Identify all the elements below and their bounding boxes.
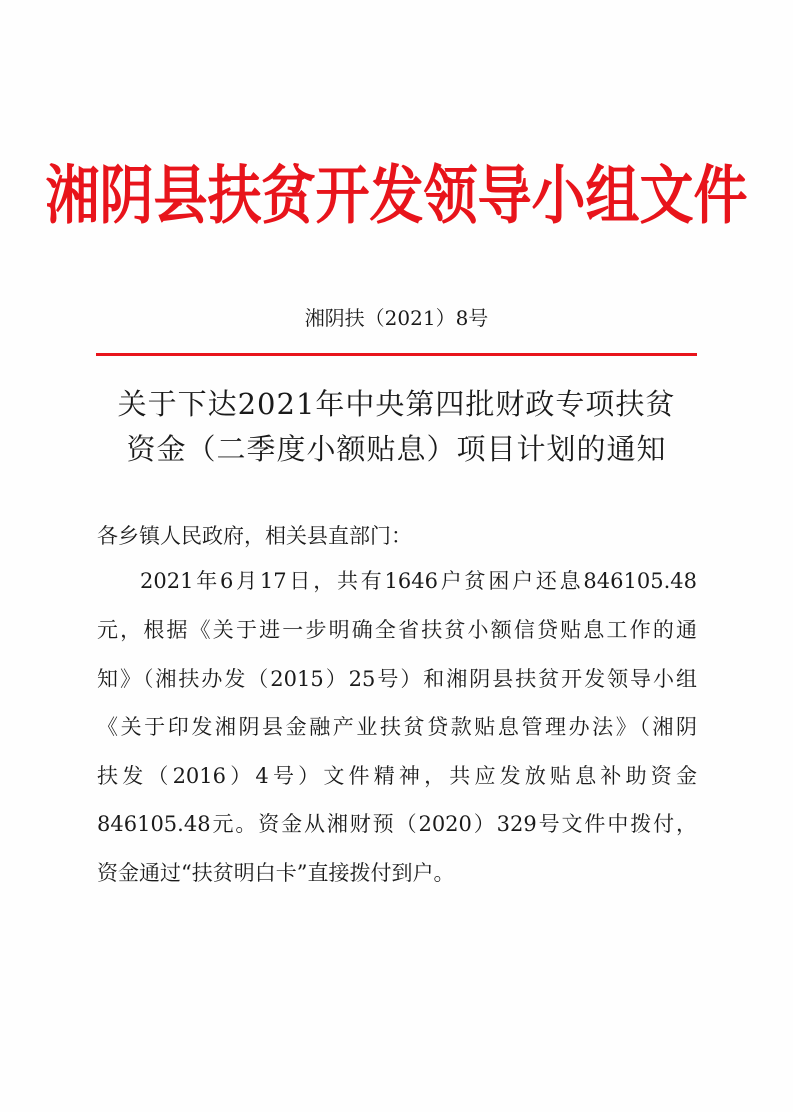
body-line-2: 元，根据《关于进一步明确全省扶贫小额信贷贴息工作的通 — [97, 618, 697, 642]
body-line-7: 资金通过“扶贫明白卡”直接拨付到户。 — [97, 861, 455, 885]
body-line-6: 846105.48元。资金从湘财预（2020）329号文件中拨付， — [97, 812, 697, 836]
salutation: 各乡镇人民政府，相关县直部门： — [97, 524, 412, 548]
red-divider-line — [96, 353, 697, 356]
body-line-5: 扶发（2016）4号）文件精神，共应发放贴息补助资金 — [97, 764, 697, 788]
notice-title-line-1: 关于下达2021年中央第四批财政专项扶贫 — [117, 387, 676, 421]
document-number: 湘阴扶（2021）8号 — [304, 306, 489, 330]
issuer-title: 湘阴县扶贫开发领导小组文件 — [45, 157, 748, 233]
notice-title-line-2: 资金（二季度小额贴息）项目计划的通知 — [126, 432, 667, 466]
body-line-3: 知》（湘扶办发（2015）25号）和湘阴县扶贫开发领导小组 — [97, 667, 697, 691]
body-line-4: 《关于印发湘阴县金融产业扶贫贷款贴息管理办法》（湘阴 — [97, 715, 697, 739]
body-line-1: 2021年6月17日，共有1646户贫困户还息846105.48 — [140, 569, 697, 593]
